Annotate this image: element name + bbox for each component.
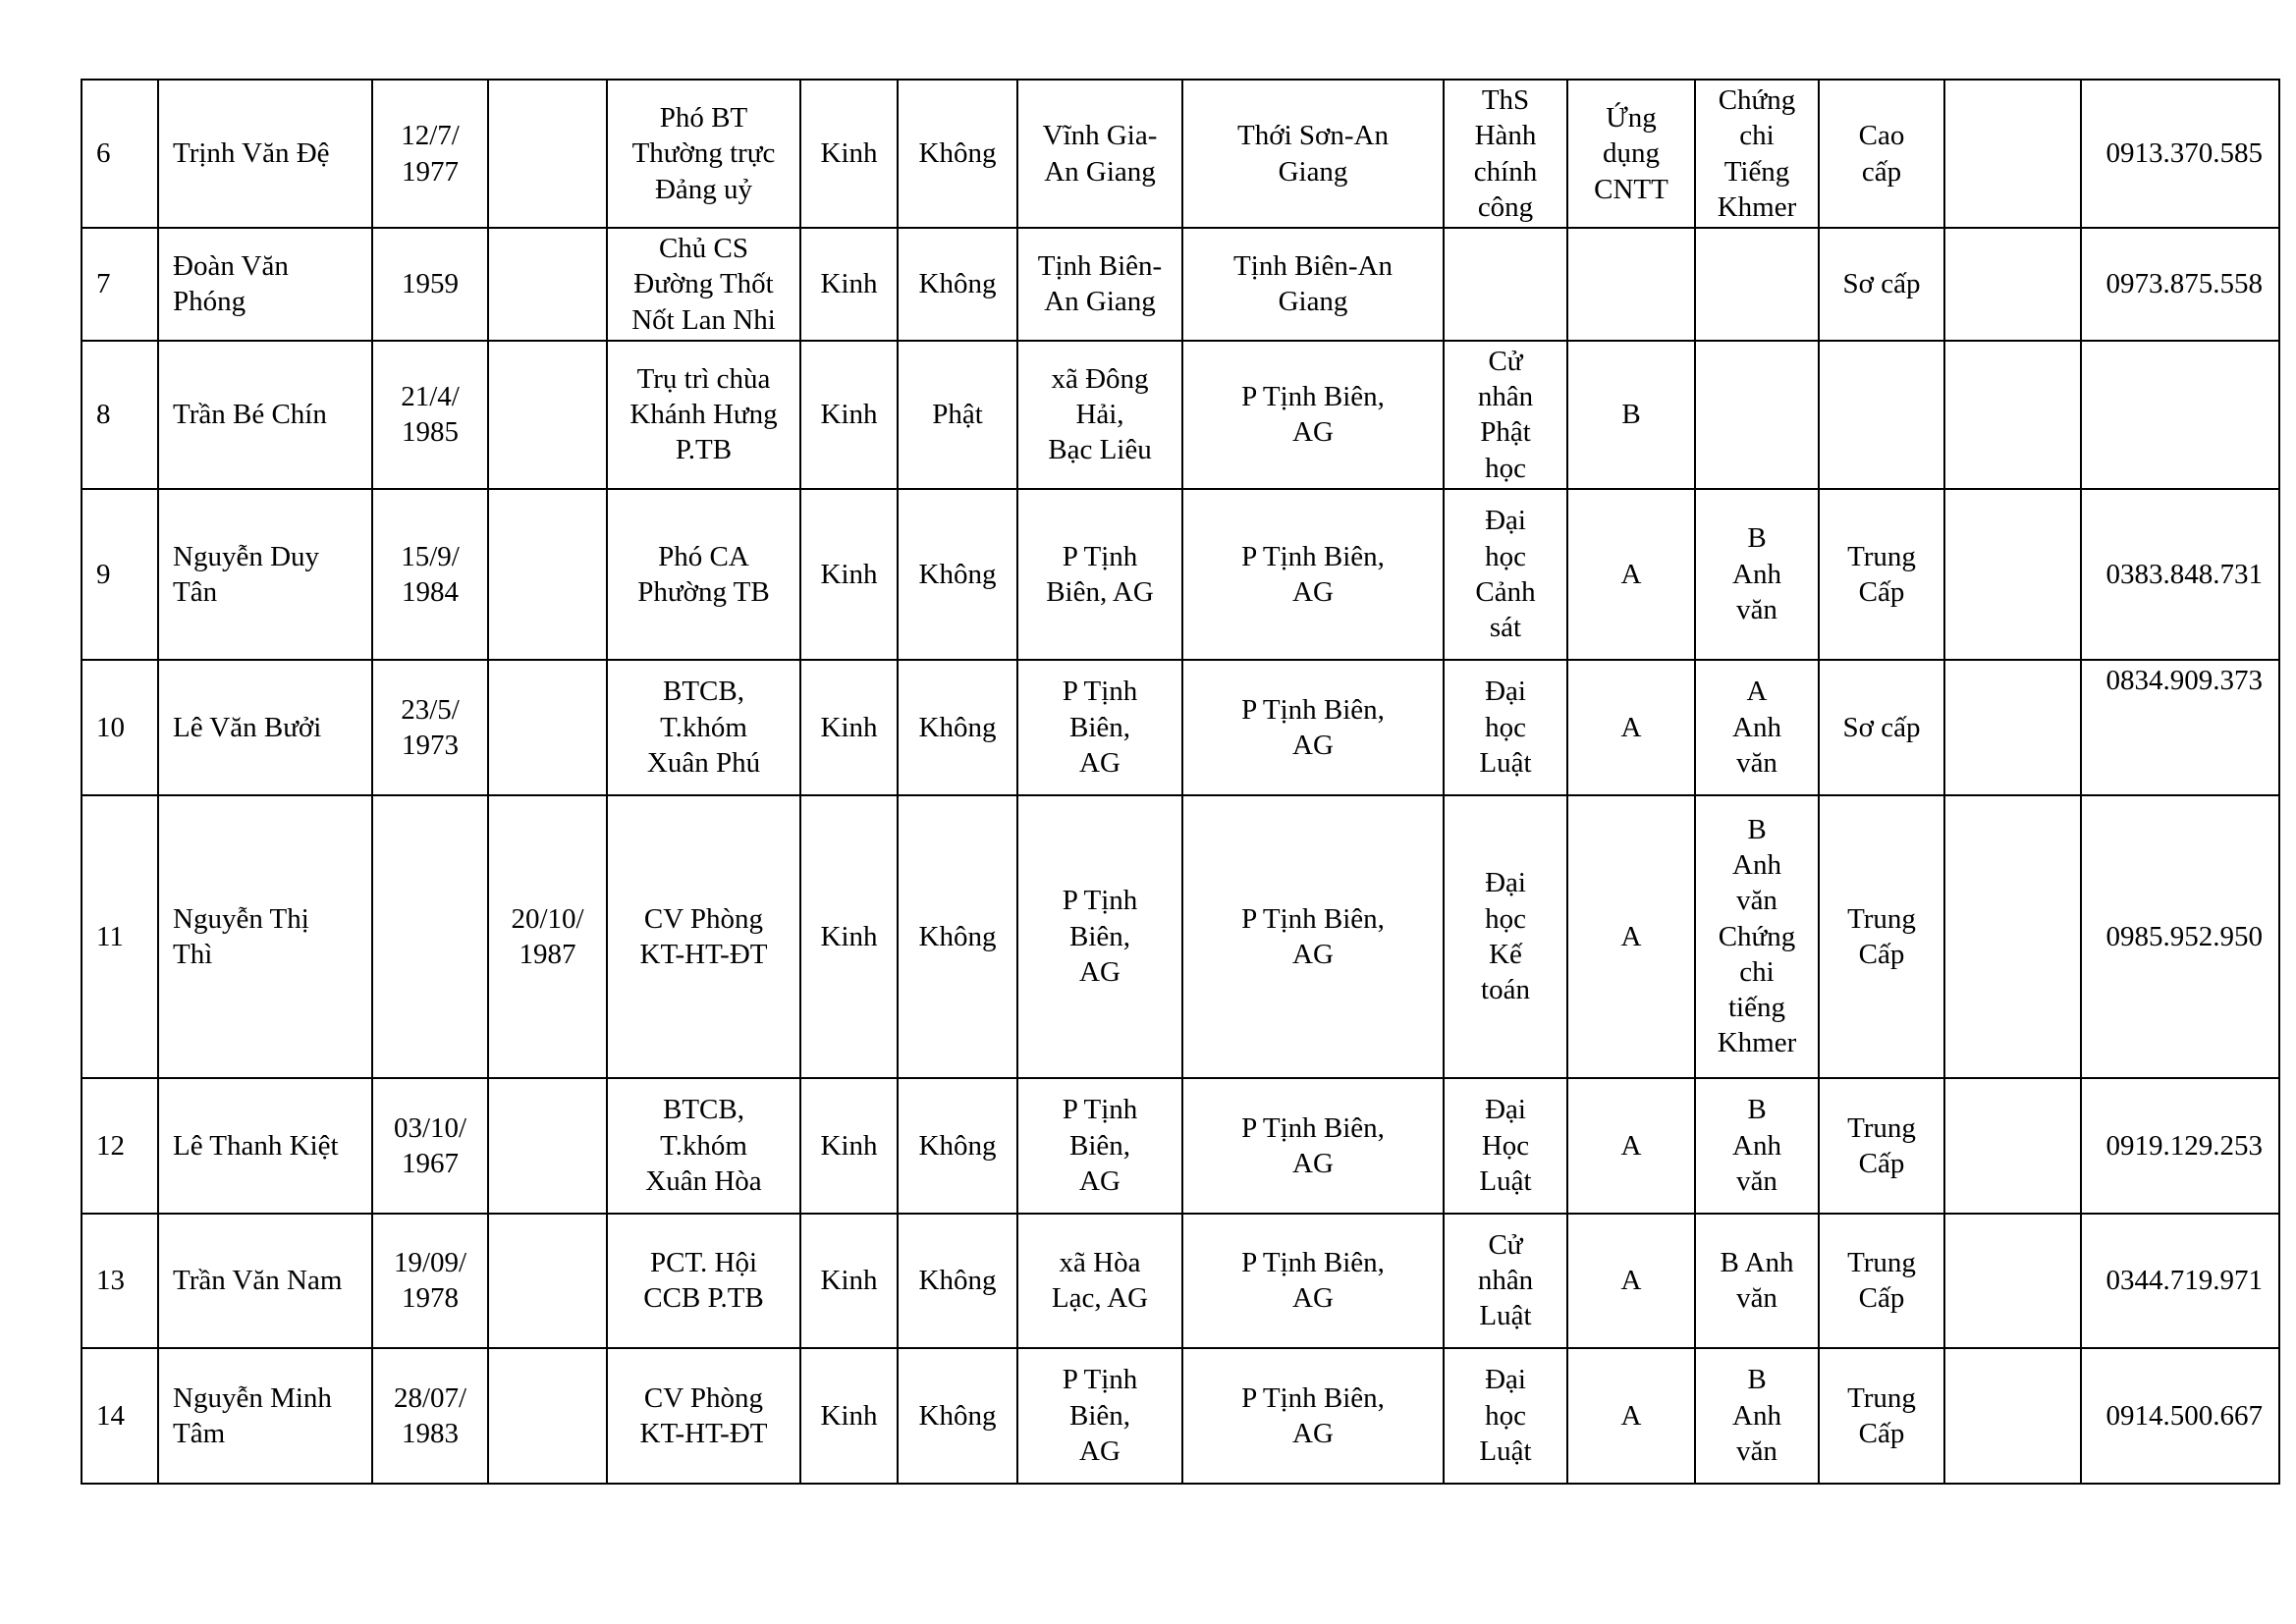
it-level: A [1567, 1078, 1695, 1214]
political-theory [1819, 341, 1944, 489]
education: Cử nhân Phật học [1444, 341, 1567, 489]
education: Cử nhân Luật [1444, 1214, 1567, 1348]
extra-cell [1944, 341, 2081, 489]
religion: Không [898, 1348, 1017, 1484]
birth-date-male: 21/4/ 1985 [372, 341, 488, 489]
language: B Anh văn [1695, 1078, 1819, 1214]
birth-date-male: 28/07/ 1983 [372, 1348, 488, 1484]
language: B Anh văn [1695, 489, 1819, 660]
residence: P Tịnh Biên, AG [1182, 1078, 1444, 1214]
education: Đại học Kế toán [1444, 795, 1567, 1078]
it-level: B [1567, 341, 1695, 489]
it-level: A [1567, 660, 1695, 795]
residence: Thới Sơn-An Giang [1182, 80, 1444, 228]
full-name: Trần Văn Nam [158, 1214, 372, 1348]
it-level: A [1567, 1214, 1695, 1348]
row-number: 10 [82, 660, 158, 795]
hometown: P Tịnh Biên, AG [1017, 1078, 1182, 1214]
extra-cell [1944, 489, 2081, 660]
language: B Anh văn [1695, 1348, 1819, 1484]
ethnicity: Kinh [800, 341, 898, 489]
ethnicity: Kinh [800, 1348, 898, 1484]
political-theory: Sơ cấp [1819, 660, 1944, 795]
political-theory: Sơ cấp [1819, 228, 1944, 341]
phone-number: 0834.909.373 [2081, 660, 2279, 795]
religion: Không [898, 228, 1017, 341]
religion: Không [898, 80, 1017, 228]
extra-cell [1944, 1078, 2081, 1214]
education: Đại học Cảnh sát [1444, 489, 1567, 660]
extra-cell [1944, 1214, 2081, 1348]
row-number: 6 [82, 80, 158, 228]
residence: P Tịnh Biên, AG [1182, 341, 1444, 489]
position: Phó BT Thường trực Đảng uỷ [607, 80, 800, 228]
phone-number: 0973.875.558 [2081, 228, 2279, 341]
residence: P Tịnh Biên, AG [1182, 660, 1444, 795]
birth-date-female [488, 1348, 607, 1484]
table-body [82, 80, 2279, 1484]
hometown: Tịnh Biên- An Giang [1017, 228, 1182, 341]
it-level [1567, 228, 1695, 341]
hometown: P Tịnh Biên, AG [1017, 660, 1182, 795]
extra-cell [1944, 228, 2081, 341]
table-row [82, 341, 2279, 489]
row-number: 9 [82, 489, 158, 660]
table-row [82, 660, 2279, 795]
hometown: P Tịnh Biên, AG [1017, 1348, 1182, 1484]
row-number: 14 [82, 1348, 158, 1484]
birth-date-male: 19/09/ 1978 [372, 1214, 488, 1348]
phone-number: 0383.848.731 [2081, 489, 2279, 660]
language: Chứng chi Tiếng Khmer [1695, 80, 1819, 228]
political-theory: Trung Cấp [1819, 795, 1944, 1078]
birth-date-male: 15/9/ 1984 [372, 489, 488, 660]
birth-date-female [488, 1078, 607, 1214]
education: Đại Học Luật [1444, 1078, 1567, 1214]
position: PCT. Hội CCB P.TB [607, 1214, 800, 1348]
full-name: Nguyễn Minh Tâm [158, 1348, 372, 1484]
education: Đại học Luật [1444, 1348, 1567, 1484]
birth-date-male: 23/5/ 1973 [372, 660, 488, 795]
religion: Không [898, 1214, 1017, 1348]
extra-cell [1944, 80, 2081, 228]
position: Chủ CS Đường Thốt Nốt Lan Nhi [607, 228, 800, 341]
it-level: A [1567, 795, 1695, 1078]
position: CV Phòng KT-HT-ĐT [607, 795, 800, 1078]
row-number: 11 [82, 795, 158, 1078]
residence: P Tịnh Biên, AG [1182, 1348, 1444, 1484]
it-level: A [1567, 1348, 1695, 1484]
phone-number: 0919.129.253 [2081, 1078, 2279, 1214]
residence: P Tịnh Biên, AG [1182, 489, 1444, 660]
ethnicity: Kinh [800, 1214, 898, 1348]
candidate-table [81, 79, 2280, 1485]
residence: P Tịnh Biên, AG [1182, 1214, 1444, 1348]
ethnicity: Kinh [800, 795, 898, 1078]
birth-date-female: 20/10/ 1987 [488, 795, 607, 1078]
birth-date-female [488, 80, 607, 228]
language: B Anh văn [1695, 1214, 1819, 1348]
ethnicity: Kinh [800, 228, 898, 341]
language: B Anh văn Chứng chi tiếng Khmer [1695, 795, 1819, 1078]
religion: Không [898, 489, 1017, 660]
table-row [82, 80, 2279, 228]
position: Trụ trì chùa Khánh Hưng P.TB [607, 341, 800, 489]
birth-date-female [488, 228, 607, 341]
birth-date-male: 03/10/ 1967 [372, 1078, 488, 1214]
education [1444, 228, 1567, 341]
language [1695, 341, 1819, 489]
extra-cell [1944, 1348, 2081, 1484]
political-theory: Trung Cấp [1819, 1214, 1944, 1348]
phone-number: 0914.500.667 [2081, 1348, 2279, 1484]
extra-cell [1944, 795, 2081, 1078]
hometown: xã Đông Hải, Bạc Liêu [1017, 341, 1182, 489]
phone-number: 0913.370.585 [2081, 80, 2279, 228]
birth-date-female [488, 341, 607, 489]
religion: Không [898, 795, 1017, 1078]
position: BTCB, T.khóm Xuân Hòa [607, 1078, 800, 1214]
residence: Tịnh Biên-An Giang [1182, 228, 1444, 341]
row-number: 7 [82, 228, 158, 341]
ethnicity: Kinh [800, 660, 898, 795]
full-name: Trịnh Văn Đệ [158, 80, 372, 228]
full-name: Lê Văn Bưởi [158, 660, 372, 795]
education: Đại học Luật [1444, 660, 1567, 795]
political-theory: Trung Cấp [1819, 489, 1944, 660]
table-row [82, 795, 2279, 1078]
full-name: Nguyễn Thị Thì [158, 795, 372, 1078]
ethnicity: Kinh [800, 1078, 898, 1214]
it-level: Ứng dụng CNTT [1567, 80, 1695, 228]
phone-number: 0344.719.971 [2081, 1214, 2279, 1348]
table-row [82, 489, 2279, 660]
religion: Không [898, 1078, 1017, 1214]
full-name: Trần Bé Chín [158, 341, 372, 489]
full-name: Lê Thanh Kiệt [158, 1078, 372, 1214]
row-number: 13 [82, 1214, 158, 1348]
political-theory: Cao cấp [1819, 80, 1944, 228]
hometown: xã Hòa Lạc, AG [1017, 1214, 1182, 1348]
religion: Không [898, 660, 1017, 795]
religion: Phật [898, 341, 1017, 489]
row-number: 8 [82, 341, 158, 489]
it-level: A [1567, 489, 1695, 660]
language [1695, 228, 1819, 341]
hometown: P Tịnh Biên, AG [1017, 795, 1182, 1078]
position: BTCB, T.khóm Xuân Phú [607, 660, 800, 795]
row-number: 12 [82, 1078, 158, 1214]
ethnicity: Kinh [800, 489, 898, 660]
birth-date-male: 12/7/ 1977 [372, 80, 488, 228]
table-row [82, 1078, 2279, 1214]
full-name: Nguyễn Duy Tân [158, 489, 372, 660]
position: CV Phòng KT-HT-ĐT [607, 1348, 800, 1484]
extra-cell [1944, 660, 2081, 795]
full-name: Đoàn Văn Phóng [158, 228, 372, 341]
table-row [82, 1214, 2279, 1348]
residence: P Tịnh Biên, AG [1182, 795, 1444, 1078]
birth-date-female [488, 1214, 607, 1348]
political-theory: Trung Cấp [1819, 1348, 1944, 1484]
phone-number: 0985.952.950 [2081, 795, 2279, 1078]
hometown: Vĩnh Gia- An Giang [1017, 80, 1182, 228]
ethnicity: Kinh [800, 80, 898, 228]
birth-date-female [488, 660, 607, 795]
language: A Anh văn [1695, 660, 1819, 795]
birth-date-male [372, 795, 488, 1078]
phone-number [2081, 341, 2279, 489]
political-theory: Trung Cấp [1819, 1078, 1944, 1214]
table-row [82, 1348, 2279, 1484]
position: Phó CA Phường TB [607, 489, 800, 660]
education: ThS Hành chính công [1444, 80, 1567, 228]
hometown: P Tịnh Biên, AG [1017, 489, 1182, 660]
table-row [82, 228, 2279, 341]
birth-date-female [488, 489, 607, 660]
birth-date-male: 1959 [372, 228, 488, 341]
